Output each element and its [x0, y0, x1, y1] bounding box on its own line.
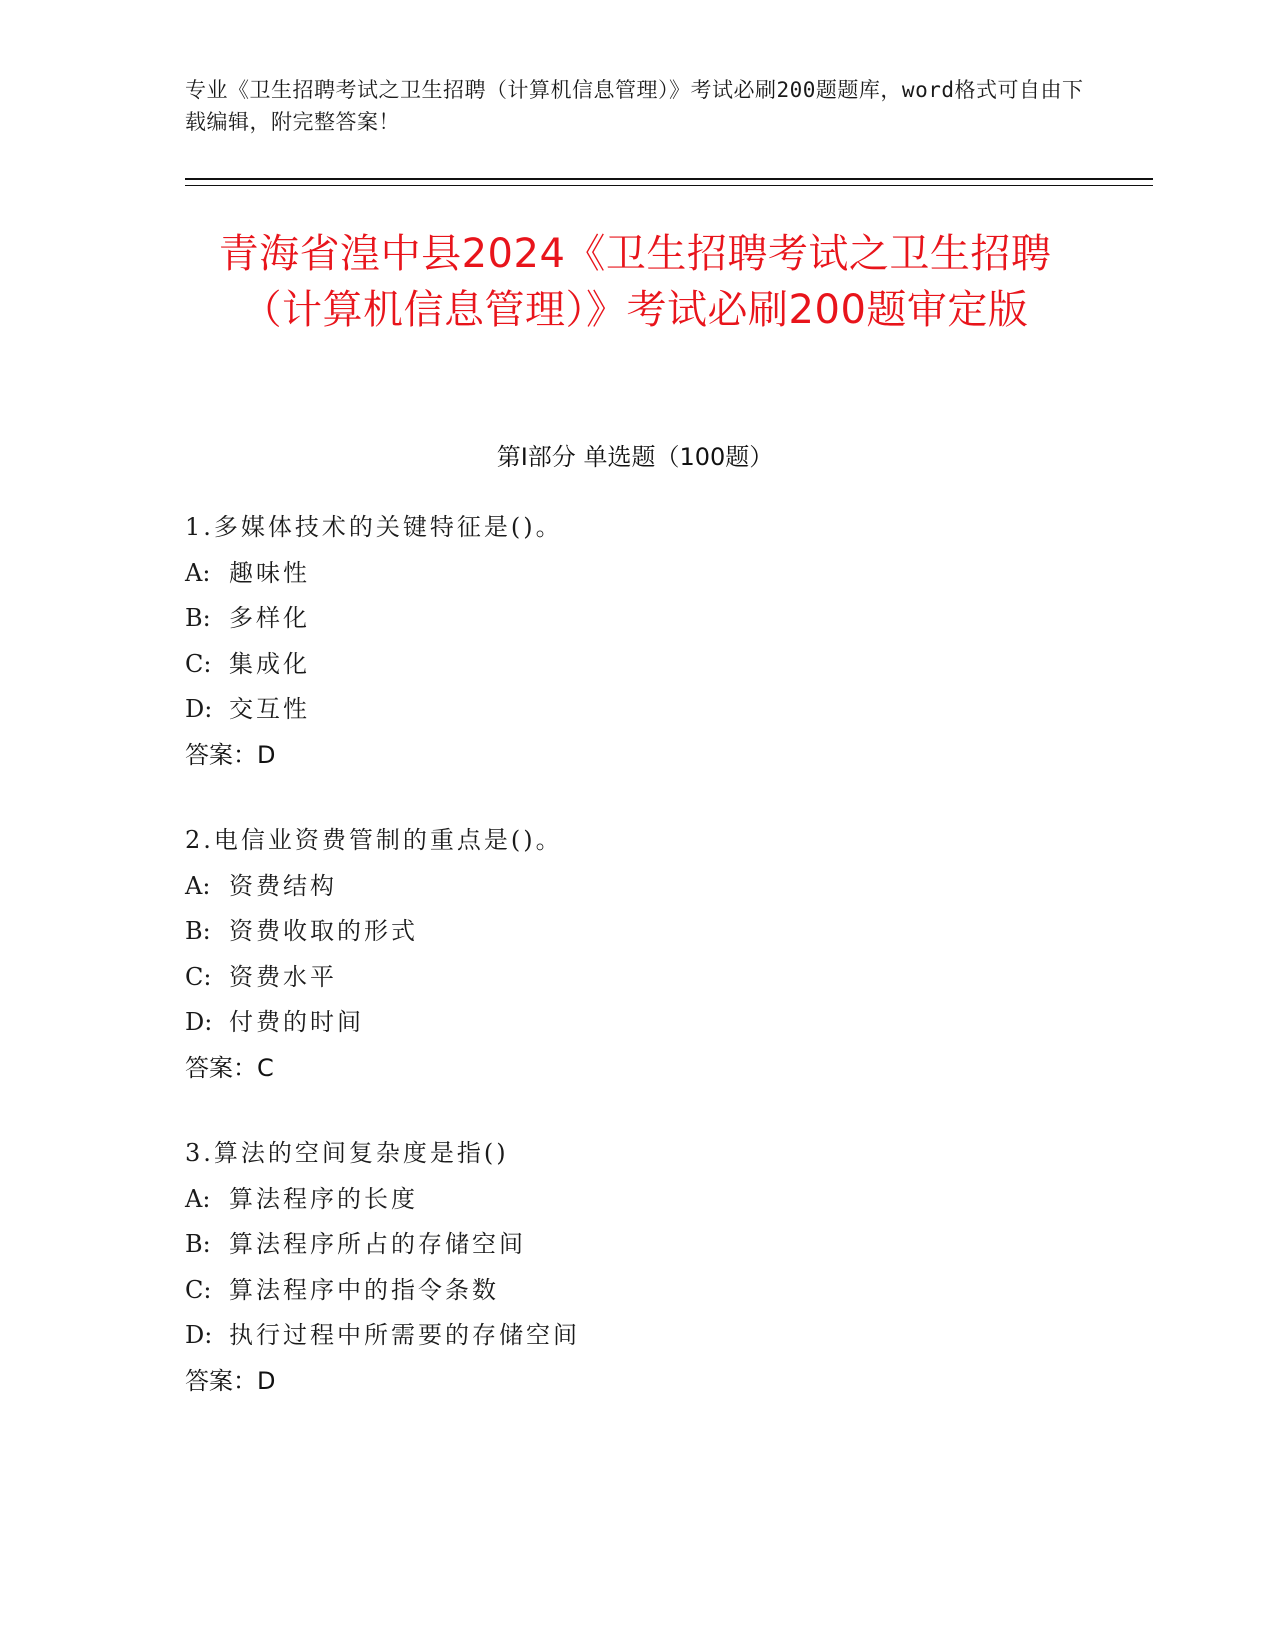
- option-b: [185, 596, 1085, 642]
- option-a: [185, 551, 1085, 597]
- option-text: 算法程序中的指令条数: [229, 1275, 499, 1304]
- section-heading: 第Ⅰ部分 单选题（100题）: [496, 443, 774, 471]
- question-stem: 3.算法的空间复杂度是指(): [185, 1139, 509, 1167]
- question-stem: 2.电信业资费管制的重点是()。: [185, 826, 563, 854]
- option-d: [185, 1313, 1085, 1359]
- option-key: B:: [185, 1230, 211, 1258]
- question-2: [185, 818, 1085, 1091]
- header-rule-thick: [185, 178, 1153, 180]
- option-key: C:: [185, 649, 212, 678]
- option-d: [185, 687, 1085, 733]
- option-text: 趣味性: [229, 558, 310, 587]
- option-key: D:: [185, 1008, 213, 1036]
- option-text: 资费收取的形式: [229, 917, 418, 945]
- answer: 答案：D: [185, 740, 276, 769]
- option-a: [185, 864, 1085, 910]
- option-c: [185, 1268, 1085, 1314]
- question-3: [185, 1131, 1085, 1404]
- option-key: C:: [185, 962, 212, 991]
- answer: 答案：C: [185, 1053, 274, 1082]
- option-b: [185, 909, 1085, 955]
- option-key: D:: [185, 695, 213, 723]
- option-c: [185, 955, 1085, 1001]
- option-key: B:: [185, 604, 211, 632]
- option-text: 资费结构: [229, 871, 337, 900]
- document-title: 青海省湟中县2024《卫生招聘考试之卫生招聘（计算机信息管理）》考试必刷200题审定版: [218, 231, 1052, 333]
- option-b: [185, 1222, 1085, 1268]
- option-key: A:: [185, 1184, 211, 1213]
- option-text: 算法程序的长度: [229, 1184, 418, 1213]
- question-1: [185, 505, 1085, 778]
- header-note: 专业《卫生招聘考试之卫生招聘（计算机信息管理）》考试必刷200题题库，word格式可自由下载编辑，附完整答案！: [185, 78, 1084, 134]
- option-d: [185, 1000, 1085, 1046]
- header-rule-thin: [185, 185, 1153, 186]
- option-text: 执行过程中所需要的存储空间: [229, 1321, 580, 1349]
- answer: 答案：D: [185, 1366, 276, 1395]
- question-stem: 1.多媒体技术的关键特征是()。: [185, 513, 563, 541]
- option-key: C:: [185, 1275, 212, 1304]
- option-c: [185, 642, 1085, 688]
- option-text: 资费水平: [229, 962, 337, 991]
- option-key: A:: [185, 558, 211, 587]
- option-text: 多样化: [229, 604, 310, 632]
- option-key: A:: [185, 871, 211, 900]
- option-text: 集成化: [229, 649, 310, 678]
- option-text: 算法程序所占的存储空间: [229, 1230, 526, 1258]
- option-key: D:: [185, 1321, 213, 1349]
- option-a: [185, 1177, 1085, 1223]
- option-key: B:: [185, 917, 211, 945]
- option-text: 付费的时间: [229, 1008, 364, 1036]
- option-text: 交互性: [229, 695, 310, 723]
